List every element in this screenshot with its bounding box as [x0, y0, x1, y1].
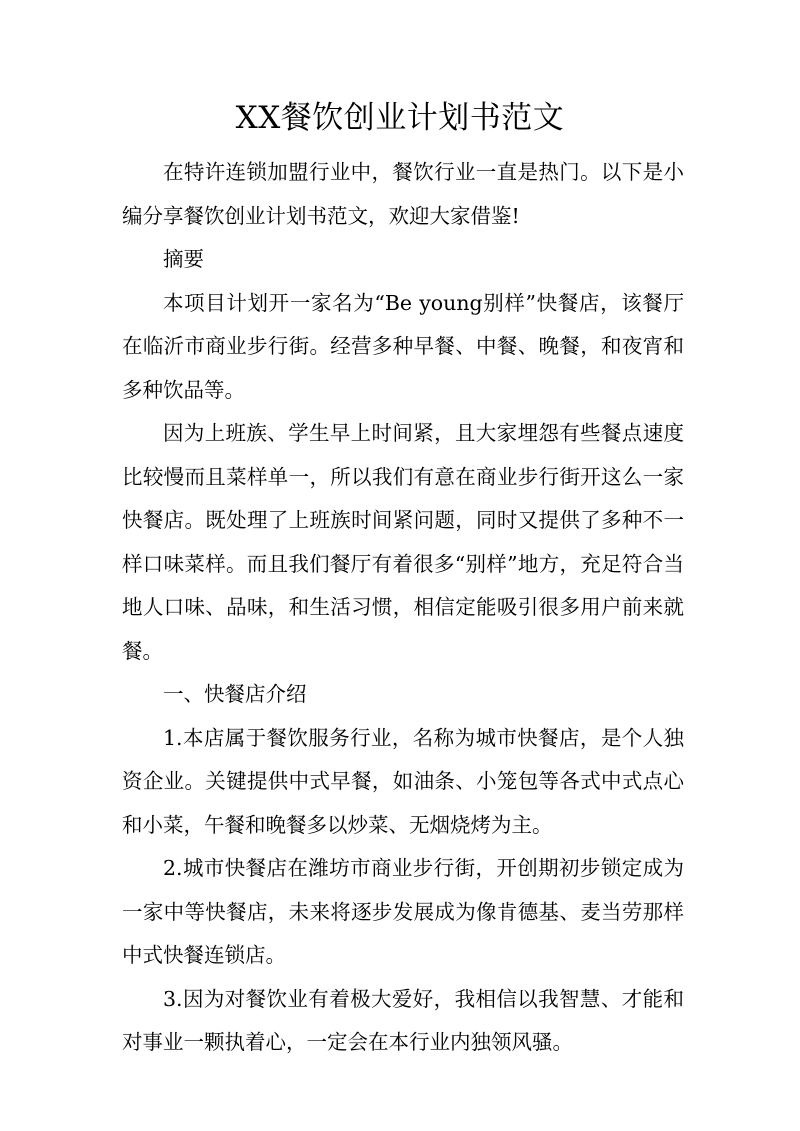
document-body	[122, 151, 684, 1065]
heading-section-one: 一、快餐店介绍	[163, 682, 307, 706]
paragraph-project: 本项目计划开一家名为“Be young别样”快餐店，该餐厅在临沂市商业步行街。经营多种早餐、中餐、晚餐，和夜宵和多种饮品等。	[122, 290, 684, 402]
paragraph-item-2: 2.城市快餐店在潍坊市商业步行街，开创期初步锁定成为一家中等快餐店，未来将逐步发展成为像肯德基、麦当劳那样中式快餐连锁店。	[122, 856, 684, 967]
heading-abstract: 摘要	[163, 247, 204, 271]
paragraph-item-3: 3.因为对餐饮业有着极大爱好，我相信以我智慧、才能和对事业一颗执着心，一定会在本行业内独领风骚。	[122, 986, 684, 1054]
paragraph-item-1: 1.本店属于餐饮服务行业，名称为城市快餐店，是个人独资企业。关键提供中式早餐，如油条、小笼包等各式中式点心和小菜，午餐和晚餐多以炒菜、无烟烧烤为主。	[122, 725, 684, 837]
paragraph-reason: 因为上班族、学生早上时间紧，且大家埋怨有些餐点速度比较慢而且菜样单一，所以我们有意在商业步行街开这么一家快餐店。既处理了上班族时间紧问题，同时又提供了多种不一样口味菜样。而且我们餐厅有着很多“别样”地方，充足符合当地人口味、品味，和生活习惯，相信定能吸引很多用户前来就餐。	[122, 421, 684, 663]
document-title: XX餐饮创业计划书范文	[235, 100, 565, 136]
paragraph-intro: 在特许连锁加盟行业中，餐饮行业一直是热门。以下是小编分享餐饮创业计划书范文，欢迎大家借鉴!	[122, 160, 684, 228]
